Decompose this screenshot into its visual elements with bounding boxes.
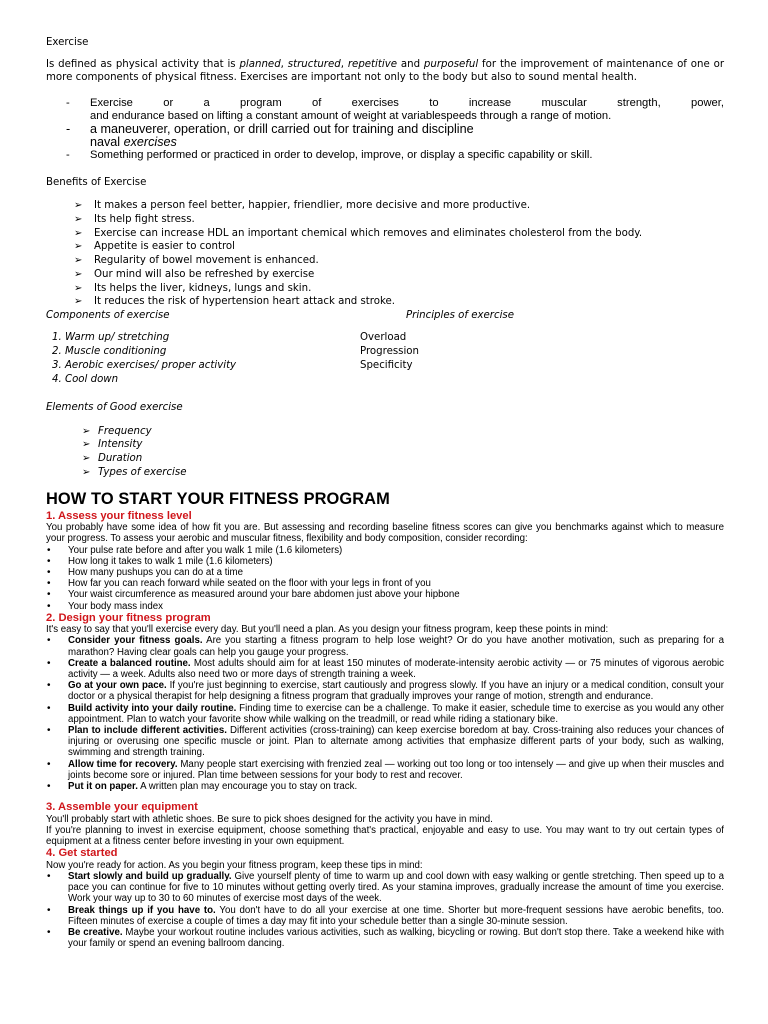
components-title: Components of exercise [46,310,170,321]
section-heading: 2. Design your fitness program [46,611,211,624]
section-heading: 4. Get started [46,847,118,860]
list-item: • Consider your fitness goals. Are you starting a fitness program to help lose weight? Or do you have another motivation, such as preparing for a marathon? Having clear goals can help you gauge your progress. [46,635,724,657]
list-item: 4. Cool down [52,374,119,385]
section-intro: Now you're ready for action. As you begin your fitness program, keep these tips in mind: [46,859,423,871]
section-paragraph: You'll probably start with athletic shoes. Be sure to pick shoes designed for the activity you have in mind. [46,813,493,825]
elements-list [46,425,724,480]
list-item: ➢ Its helps the liver, kidneys, lungs and skin. [46,282,724,296]
list-item: • Break things up if you have to. You don't have to do all your exercise at one time. Shorter but more-frequent sessions have aerobic benefits, too. Fifteen minutes of exercise a couple of times a day may fit into your schedule better than a single 30-minute session. [46,905,724,927]
list-item: • Be creative. Maybe your workout routine includes various activities, such as walking, bicycling or rowing. But don't stop there. Take a weekend hike with your family or spend an evening ballroom dancing. [46,927,724,949]
list-item: ➢ Regularity of bowel movement is enhanced. [46,254,724,268]
section-heading: 3. Assemble your equipment [46,801,198,814]
list-item: ➢ Our mind will also be refreshed by exercise [46,268,724,282]
list-item: ➢ Exercise can increase HDL an important chemical which removes and eliminates cholesterol from the body. [46,227,724,241]
list-item: • Your body mass index [46,601,724,612]
list-item: • Allow time for recovery. Many people start exercising with frenzied zeal — working out too long or too intensely — and give up when their muscles and joints become sore or injured. Plan time between sessions for your body to rest and recover. [46,759,724,781]
list-item: ➢ It makes a person feel better, happier, friendlier, more decisive and more productive. [46,199,724,213]
list-item: ➢ Appetite is easier to control [46,240,724,254]
elements-title: Elements of Good exercise [46,402,183,413]
design-tips-list [46,635,724,792]
list-item: ➢ Its help fight stress. [46,213,724,227]
list-item: • How far you can reach forward while seated on the floor with your legs in front of you [46,578,724,589]
list-item: ➢ Frequency [46,425,724,439]
list-item: ➢ It reduces the risk of hypertension heart attack and stroke. [46,295,724,309]
list-item: 2. Muscle conditioning [52,346,167,357]
benefits-title: Benefits of Exercise [46,176,147,188]
section-heading: 1. Assess your fitness level [46,509,192,522]
exercise-definitions-list [46,97,724,162]
list-item: Progression [360,346,419,357]
list-item: • Go at your own pace. If you're just beginning to exercise, start cautiously and progress slowly. If you have an injury or a medical condition, consult your doctor or a physical therapist for help designing a fitness program that gradually improves your range of motion, strength and endurance. [46,680,724,702]
list-item: • Put it on paper. A written plan may encourage you to stay on track. [46,781,724,792]
list-item: • How long it takes to walk 1 mile (1.6 kilometers) [46,556,724,567]
exercise-title: Exercise [46,37,89,48]
list-item: ➢ Types of exercise [46,466,724,480]
list-item: ➢ Duration [46,452,724,466]
document-page [46,32,724,949]
list-item: - Something performed or practiced in order to develop, improve, or display a specific capability or skill. [46,149,724,162]
principles-list [360,331,419,373]
start-tips-list [46,871,724,949]
list-item: • Create a balanced routine. Most adults should aim for at least 150 minutes of moderate-intensity aerobic activity — or 75 minutes of vigorous aerobic activity — a week. Adults also need two or more days of strength training a week. [46,658,724,680]
principles-title: Principles of exercise [406,310,514,321]
benefits-list [46,199,724,309]
list-item: 1. Warm up/ stretching [52,332,170,343]
assessment-list [46,545,724,612]
list-item: • Your pulse rate before and after you walk 1 mile (1.6 kilometers) [46,545,724,556]
list-item: • Your waist circumference as measured around your bare abdomen just above your hipbone [46,589,724,600]
list-item: • How many pushups you can do at a time [46,567,724,578]
section-intro: You probably have some idea of how fit you are. But assessing and recording baseline fitness scores can give you benchmarks against which to measure your progress. To assess your aerobic and muscular fitness, flexibility and body composition, consider recording: [46,522,724,545]
list-item: 3. Aerobic exercises/ proper activity [52,360,237,371]
list-item: • Plan to include different activities. Different activities (cross-training) can keep exercise boredom at bay. Cross-training also reduces your chances of injuring or overusing one specific muscle or joint. Plan to alternate among activities that emphasize different parts of your body, such as walking, swimming and strength training. [46,725,724,759]
list-item: • Start slowly and build up gradually. Give yourself plenty of time to warm up and cool down with easy walking or gentle stretching. Then speed up to a pace you can continue for five to 10 minutes without getting overly tired. As your stamina improves, gradually increase the amount of time you exercise. Work your way up to 30 to 60 minutes of exercise most days of the week. [46,871,724,905]
components-principles [46,309,724,401]
list-item: Specificity [360,360,413,371]
list-item: - Exercise or a program of exercises to increase muscular strength, power, and endurance based on lifting a constant amount of weight at variablespeeds through a range of motion. [46,97,724,123]
list-item: Overload [360,332,407,343]
list-item: ➢ Intensity [46,438,724,452]
list-item: - a maneuverer, operation, or drill carried out for training and discipline naval exercises [46,123,724,149]
components-list [52,331,236,387]
section-intro: It's easy to say that you'll exercise every day. But you'll need a plan. As you design your fitness program, keep these points in mind: [46,624,609,636]
fitness-program-heading: HOW TO START YOUR FITNESS PROGRAM [46,489,390,508]
exercise-definition: Is defined as physical activity that is planned, structured, repetitive and purposeful for the improvement of maintenance of one or more components of physical fitness. Exercises are important not only to the body but also to sound mental health. [46,58,725,84]
list-item: • Build activity into your daily routine. Finding time to exercise can be a challenge. To make it easier, schedule time to exercise as you would any other appointment. Plan to watch your favorite show while walking on the treadmill, or read while riding a stationary bike. [46,703,724,725]
section-paragraph: If you're planning to invest in exercise equipment, choose something that's practical, enjoyable and easy to use. You may want to try out certain types of equipment at a fitness center before investing in your own equipment. [46,824,724,848]
